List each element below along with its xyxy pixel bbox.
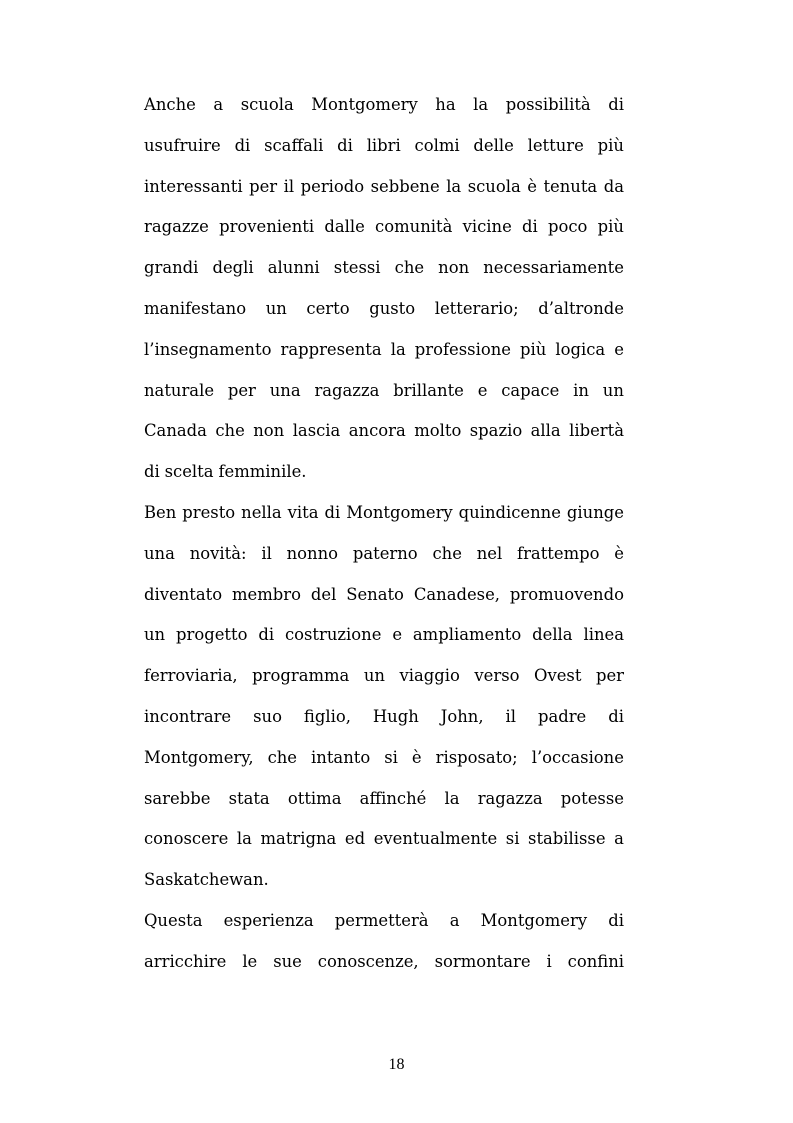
text-line: ragazze provenienti dalle comunità vicine di poco più [144, 217, 624, 237]
text-line: Ben presto nella vita di Montgomery quindicenne giunge [144, 502, 624, 522]
text-line: Montgomery, che intanto si è risposato; l’occasione [144, 747, 624, 767]
text-line: usufruire di scaffali di libri colmi delle letture più [144, 135, 624, 155]
text-line: manifestano un certo gusto letterario; d’altronde [144, 298, 624, 318]
text-line: incontrare suo figlio, Hugh John, il padre di [144, 706, 624, 726]
text-line: Anche a scuola Montgomery ha la possibilità di [144, 95, 624, 114]
text-line: di scelta femminile. [144, 462, 307, 482]
text-line: conoscere la matrigna ed eventualmente si stabilisse a [144, 829, 624, 849]
text-line: diventato membro del Senato Canadese, promuovendo [144, 584, 624, 604]
text-line: un progetto di costruzione e ampliamento della linea [144, 625, 624, 645]
text-line: ferroviaria, programma un viaggio verso Ovest per [144, 666, 624, 686]
text-line: interessanti per il periodo sebbene la scuola è tenuta da [144, 176, 624, 196]
text-line: l’insegnamento rappresenta la professione più logica e [144, 339, 624, 359]
text-line: sarebbe stata ottima affinché la ragazza potesse [144, 788, 624, 808]
text-line: naturale per una ragazza brillante e capace in un [144, 380, 624, 400]
text-line: una novità: il nonno paterno che nel frattempo è [144, 543, 624, 563]
text-line: Questa esperienza permetterà a Montgomery di [144, 910, 624, 930]
text-line: grandi degli alunni stessi che non necessariamente [144, 258, 624, 278]
text-line: Saskatchewan. [144, 870, 269, 890]
text-line: arricchire le sue conoscenze, sormontare i confini [144, 951, 624, 971]
text-line: Canada che non lascia ancora molto spazio alla libertà [144, 421, 624, 441]
page-number: 18 [388, 1056, 405, 1073]
body-text [144, 88, 624, 986]
